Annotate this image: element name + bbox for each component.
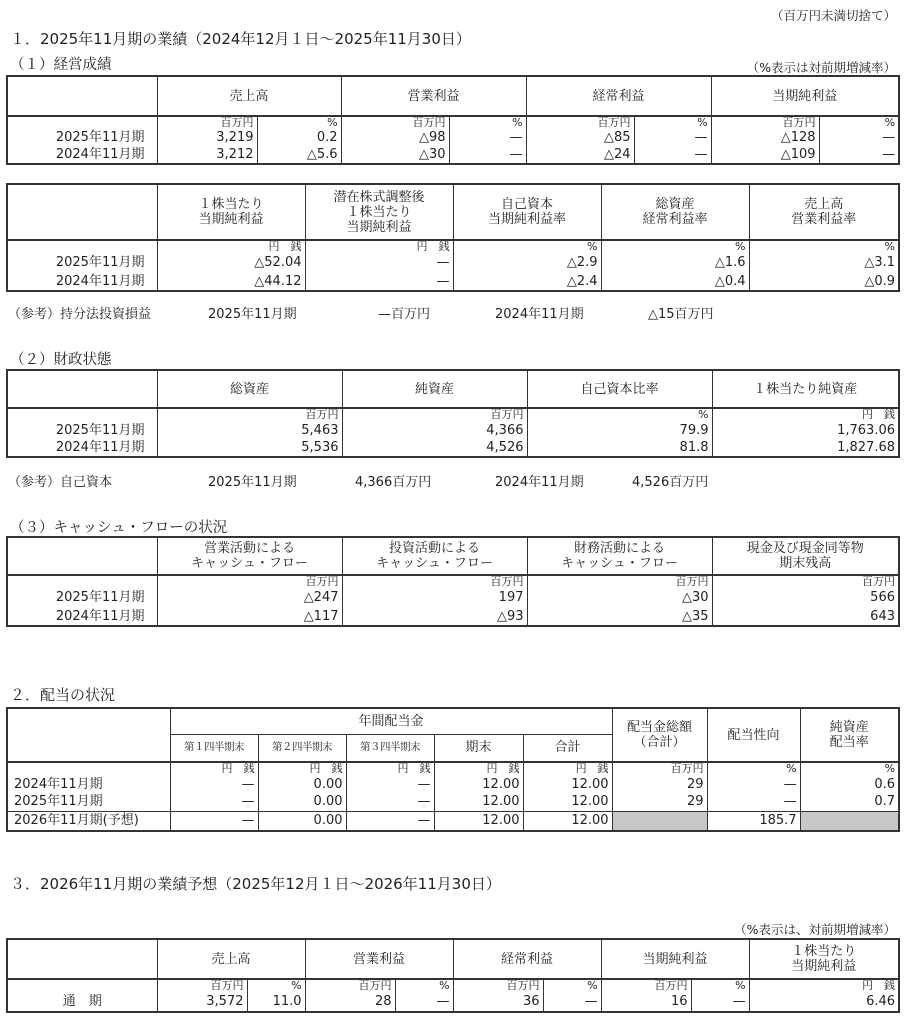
reference-period-2: 2024年11月期 [495, 307, 584, 322]
equity-method-reference-label: （参考）持分法投資損益 [8, 307, 152, 322]
cell: △85 [526, 129, 634, 146]
unit: % [819, 116, 899, 129]
cell: 0.6 [800, 775, 899, 793]
table-row [7, 588, 899, 607]
table-row [7, 146, 899, 164]
row-label: 2025年11月期 [7, 129, 157, 146]
cell: 3,212 [157, 146, 257, 164]
row-label: 2024年11月期 [7, 439, 157, 457]
table-row [7, 992, 899, 1012]
unit: % [247, 979, 305, 992]
table-row [7, 421, 899, 439]
cell: 0.00 [258, 811, 346, 831]
col-eps: １株当たり 当期純利益 [749, 939, 899, 979]
cell: △5.6 [257, 146, 341, 164]
sub2-title: （２）財政状態 [10, 352, 112, 368]
cell: — [634, 146, 711, 164]
cell: — [346, 775, 434, 793]
unit: % [543, 979, 601, 992]
table-row [7, 775, 899, 793]
row-label: 2024年11月期 [7, 146, 157, 164]
section2-title: ２．配当の状況 [10, 686, 116, 704]
col-investing-cf: 投資活動による キャッシュ・フロー [342, 537, 527, 575]
cell: — [543, 992, 601, 1012]
cell: — [170, 811, 258, 831]
cell: 3,219 [157, 129, 257, 146]
unit: 百万円 [342, 408, 527, 421]
cell: 5,463 [157, 421, 342, 439]
cell: 1,763.06 [712, 421, 899, 439]
cell: — [170, 775, 258, 793]
reference-value-2: 4,526百万円 [632, 475, 709, 490]
col-sales: 売上高 [157, 76, 341, 116]
cell: 566 [712, 588, 899, 607]
table-row [7, 272, 899, 291]
cell: 4,366 [342, 421, 527, 439]
cash-flow-table [6, 536, 900, 627]
corner-cell [7, 184, 157, 240]
cell: — [305, 253, 453, 272]
unit: 円 銭 [170, 762, 258, 775]
unit: 円 銭 [712, 408, 899, 421]
row-label: 2024年11月期 [7, 607, 157, 626]
cell: △0.4 [601, 272, 749, 291]
unit: % [453, 240, 601, 253]
col-equity-ratio: 自己資本比率 [527, 370, 712, 408]
col-q3: 第３四半期末 [346, 734, 434, 762]
col-operating-income: 営業利益 [305, 939, 453, 979]
unit: 円 銭 [523, 762, 612, 775]
col-operating-income: 営業利益 [341, 76, 526, 116]
row-label: 2024年11月期 [7, 775, 170, 793]
cell: 12.00 [434, 793, 523, 811]
cell: — [346, 793, 434, 811]
reference-period-1: 2025年11月期 [208, 307, 297, 322]
table-row [7, 439, 899, 457]
unit: 百万円 [157, 979, 247, 992]
cell: — [449, 146, 526, 164]
unit: 百万円 [157, 116, 257, 129]
col-ordinary-income: 経常利益 [453, 939, 601, 979]
unit: % [691, 979, 749, 992]
cell: 12.00 [434, 811, 523, 831]
cell: △128 [711, 129, 819, 146]
cell: — [346, 811, 434, 831]
cell: 81.8 [527, 439, 712, 457]
row-label: 通 期 [7, 992, 157, 1012]
equity-reference-label: （参考）自己資本 [8, 475, 113, 490]
cell: 643 [712, 607, 899, 626]
section1-title: １．2025年11月期の業績（2024年12月１日～2025年11月30日） [10, 30, 471, 48]
per-share-ratios-table [6, 183, 900, 292]
col-total: 合計 [523, 734, 612, 762]
row-label: 2025年11月期 [7, 588, 157, 607]
unit: % [749, 240, 899, 253]
table-row [7, 253, 899, 272]
row-label: 2024年11月期 [7, 272, 157, 291]
cell: 79.9 [527, 421, 712, 439]
reference-period-2: 2024年11月期 [495, 475, 584, 490]
cell-shaded [612, 811, 707, 831]
cell: 36 [453, 992, 543, 1012]
col-q1: 第１四半期末 [170, 734, 258, 762]
cell: — [707, 775, 800, 793]
financial-position-table [6, 369, 900, 458]
section3-title: ３．2026年11月期の業績予想（2025年12月１日～2026年11月30日） [10, 875, 501, 893]
cell: △44.12 [157, 272, 305, 291]
col-roa: 総資産 経常利益率 [601, 184, 749, 240]
cell: 185.7 [707, 811, 800, 831]
cell: — [707, 793, 800, 811]
row-label: 2025年11月期 [7, 253, 157, 272]
unit: 百万円 [157, 408, 342, 421]
unit: 円 銭 [258, 762, 346, 775]
operating-results-table [6, 75, 900, 165]
row-label: 2026年11月期(予想) [7, 811, 170, 831]
col-bps: １株当たり純資産 [712, 370, 899, 408]
cell: △247 [157, 588, 342, 607]
col-total-dividends: 配当金総額 （合計） [612, 708, 707, 762]
corner-cell [7, 76, 157, 116]
cell: 12.00 [523, 811, 612, 831]
cell: 0.00 [258, 793, 346, 811]
cell: 0.7 [800, 793, 899, 811]
col-eps: １株当たり 当期純利益 [157, 184, 305, 240]
col-operating-margin: 売上高 営業利益率 [749, 184, 899, 240]
reference-value-2: △15百万円 [648, 307, 714, 322]
col-dividend-on-equity: 純資産 配当率 [800, 708, 899, 762]
table-row [7, 607, 899, 626]
unit-note: （百万円未満切捨て） [770, 8, 896, 23]
table-row [7, 129, 899, 146]
forecast-table [6, 938, 900, 1013]
col-financing-cf: 財務活動による キャッシュ・フロー [527, 537, 712, 575]
cell: △2.9 [453, 253, 601, 272]
unit: 円 銭 [346, 762, 434, 775]
cell: 6.46 [749, 992, 899, 1012]
col-payout-ratio: 配当性向 [707, 708, 800, 762]
cell: 12.00 [523, 793, 612, 811]
unit: 百万円 [342, 575, 527, 588]
reference-value-1: 4,366百万円 [355, 475, 432, 490]
cell: — [170, 793, 258, 811]
cell: △24 [526, 146, 634, 164]
cell: △52.04 [157, 253, 305, 272]
col-net-income: 当期純利益 [601, 939, 749, 979]
cell: — [634, 129, 711, 146]
corner-cell [7, 537, 157, 575]
sub1-note: （%表示は対前期増減率） [746, 60, 896, 75]
col-sales: 売上高 [157, 939, 305, 979]
cell: △30 [341, 146, 449, 164]
cell: — [395, 992, 453, 1012]
cell: △117 [157, 607, 342, 626]
unit: 百万円 [601, 979, 691, 992]
reference-value-1: —百万円 [378, 307, 431, 322]
unit: 百万円 [305, 979, 395, 992]
cell: 29 [612, 775, 707, 793]
annual-dividend-header: 年間配当金 [170, 708, 612, 734]
cell: △3.1 [749, 253, 899, 272]
col-ordinary-income: 経常利益 [526, 76, 711, 116]
corner-cell [7, 939, 157, 979]
col-q2: 第２四半期末 [258, 734, 346, 762]
cell: △98 [341, 129, 449, 146]
cell: — [691, 992, 749, 1012]
cell: — [819, 146, 899, 164]
reference-period-1: 2025年11月期 [208, 475, 297, 490]
cell: 28 [305, 992, 395, 1012]
corner-cell [7, 708, 170, 762]
unit: 百万円 [527, 575, 712, 588]
cell: △93 [342, 607, 527, 626]
cell: 3,572 [157, 992, 247, 1012]
cell: 11.0 [247, 992, 305, 1012]
col-diluted-eps: 潜在株式調整後 １株当たり 当期純利益 [305, 184, 453, 240]
cell: 197 [342, 588, 527, 607]
cell: 4,526 [342, 439, 527, 457]
cell: 12.00 [434, 775, 523, 793]
sub1-title: （１）経営成績 [10, 57, 112, 73]
cell: △0.9 [749, 272, 899, 291]
unit: 百万円 [612, 762, 707, 775]
unit: % [601, 240, 749, 253]
cell: — [305, 272, 453, 291]
sub3-title: （３）キャッシュ・フローの状況 [10, 520, 228, 536]
cell-shaded [800, 811, 899, 831]
cell: △30 [527, 588, 712, 607]
unit: 百万円 [157, 575, 342, 588]
cell: 16 [601, 992, 691, 1012]
cell: — [449, 129, 526, 146]
cell: △109 [711, 146, 819, 164]
col-net-assets: 純資産 [342, 370, 527, 408]
unit: % [395, 979, 453, 992]
cell: 5,536 [157, 439, 342, 457]
cell: 1,827.68 [712, 439, 899, 457]
col-net-income: 当期純利益 [711, 76, 899, 116]
unit: % [800, 762, 899, 775]
unit: % [527, 408, 712, 421]
unit: % [449, 116, 526, 129]
cell: 0.2 [257, 129, 341, 146]
cell: 29 [612, 793, 707, 811]
col-total-assets: 総資産 [157, 370, 342, 408]
cell: △35 [527, 607, 712, 626]
unit: 円 銭 [157, 240, 305, 253]
col-year-end: 期末 [434, 734, 523, 762]
table-row [7, 793, 899, 811]
col-roe: 自己資本 当期純利益率 [453, 184, 601, 240]
cell: △1.6 [601, 253, 749, 272]
cell: — [819, 129, 899, 146]
unit: 百万円 [712, 575, 899, 588]
table-row-forecast [7, 811, 899, 831]
unit: 円 銭 [749, 979, 899, 992]
unit: 百万円 [526, 116, 634, 129]
unit: % [707, 762, 800, 775]
cell: △2.4 [453, 272, 601, 291]
col-operating-cf: 営業活動による キャッシュ・フロー [157, 537, 342, 575]
unit: 百万円 [711, 116, 819, 129]
cell: 12.00 [523, 775, 612, 793]
unit: 百万円 [453, 979, 543, 992]
dividends-table [6, 707, 900, 832]
section3-note: （%表示は、対前期増減率） [734, 922, 896, 937]
col-cash-balance: 現金及び現金同等物 期末残高 [712, 537, 899, 575]
unit: % [634, 116, 711, 129]
row-label: 2025年11月期 [7, 421, 157, 439]
unit: % [257, 116, 341, 129]
unit: 円 銭 [305, 240, 453, 253]
corner-cell [7, 370, 157, 408]
unit: 百万円 [341, 116, 449, 129]
row-label: 2025年11月期 [7, 793, 170, 811]
unit: 円 銭 [434, 762, 523, 775]
cell: 0.00 [258, 775, 346, 793]
